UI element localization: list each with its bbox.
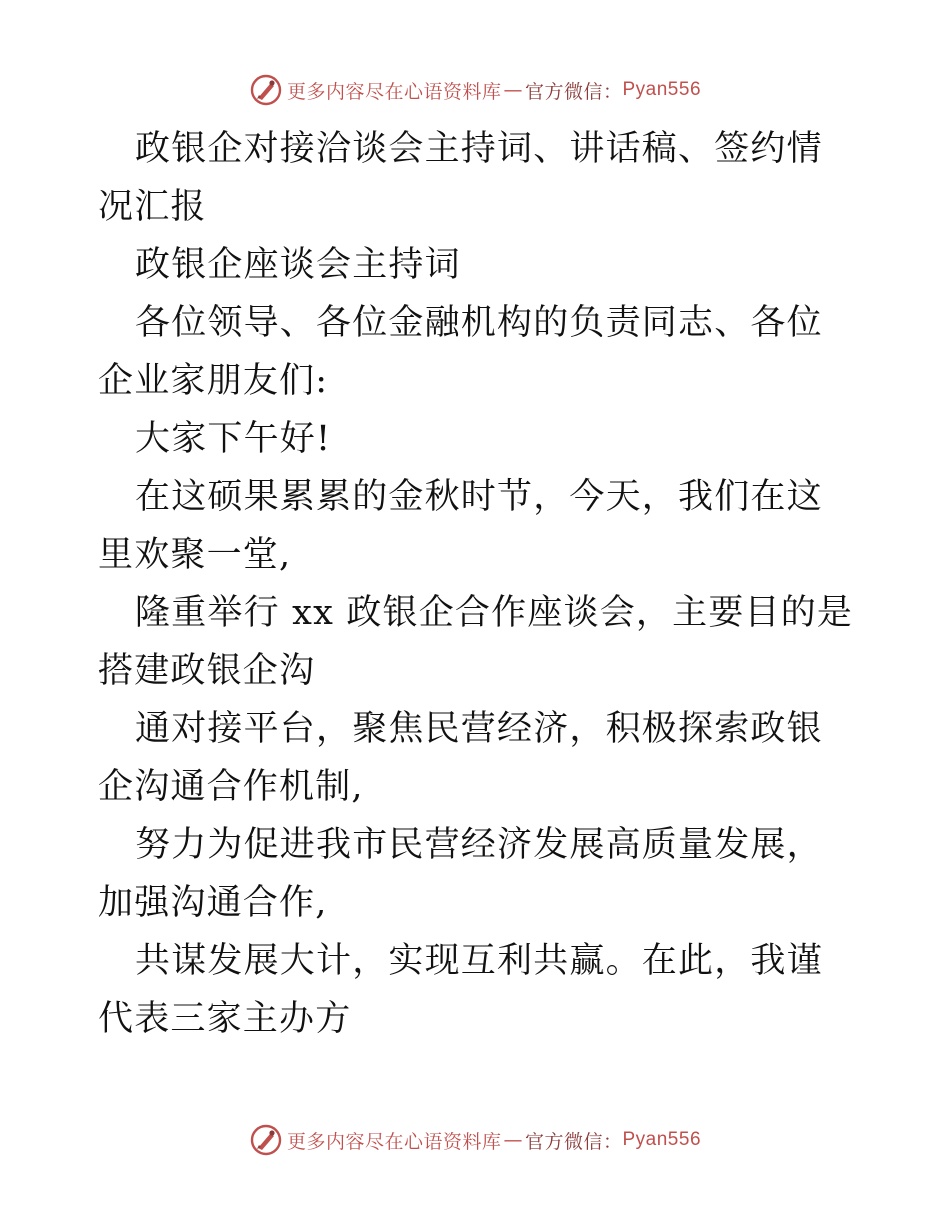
watermark-text: 更多内容尽在心语资料库 — [286, 80, 502, 103]
watermark-text: 更多内容尽在心语资料库 — [286, 1130, 502, 1153]
watermark-wechat-label: 官方微信： — [524, 80, 623, 103]
watermark-wechat-id: Pyan556 — [622, 79, 702, 100]
paragraph: 在这硕果累累的金秋时节，今天，我们在这里欢聚一堂, — [98, 477, 823, 575]
paragraph: 通对接平台，聚焦民营经济，积极探索政银企沟通合作机制, — [98, 709, 823, 807]
watermark-wechat-label: 官方微信： — [524, 1130, 623, 1153]
header-watermark — [0, 70, 950, 110]
watermark-separator: — — [503, 1129, 523, 1151]
paragraph: 各位领导、各位金融机构的负责同志、各位企业家朋友们: — [98, 303, 823, 401]
paragraph: 努力为促进我市民营经济发展高质量发展，加强沟通合作, — [98, 825, 823, 923]
paragraph: 隆重举行 xx 政银企合作座谈会，主要目的是搭建政银企沟 — [98, 593, 854, 691]
footer-watermark — [0, 1120, 950, 1160]
pen-logo-icon — [249, 1123, 283, 1157]
paragraph: 共谋发展大计，实现互利共赢。在此，我谨代表三家主办方 — [98, 941, 823, 1039]
document-body — [98, 120, 854, 1048]
pen-logo-icon — [249, 73, 283, 107]
section-heading: 政银企座谈会主持词 — [135, 245, 461, 285]
watermark-wechat-id: Pyan556 — [622, 1129, 702, 1150]
watermark-separator: — — [503, 79, 523, 101]
document-title: 政银企对接洽谈会主持词、讲话稿、签约情况汇报 — [98, 129, 823, 227]
paragraph: 大家下午好! — [135, 419, 332, 459]
